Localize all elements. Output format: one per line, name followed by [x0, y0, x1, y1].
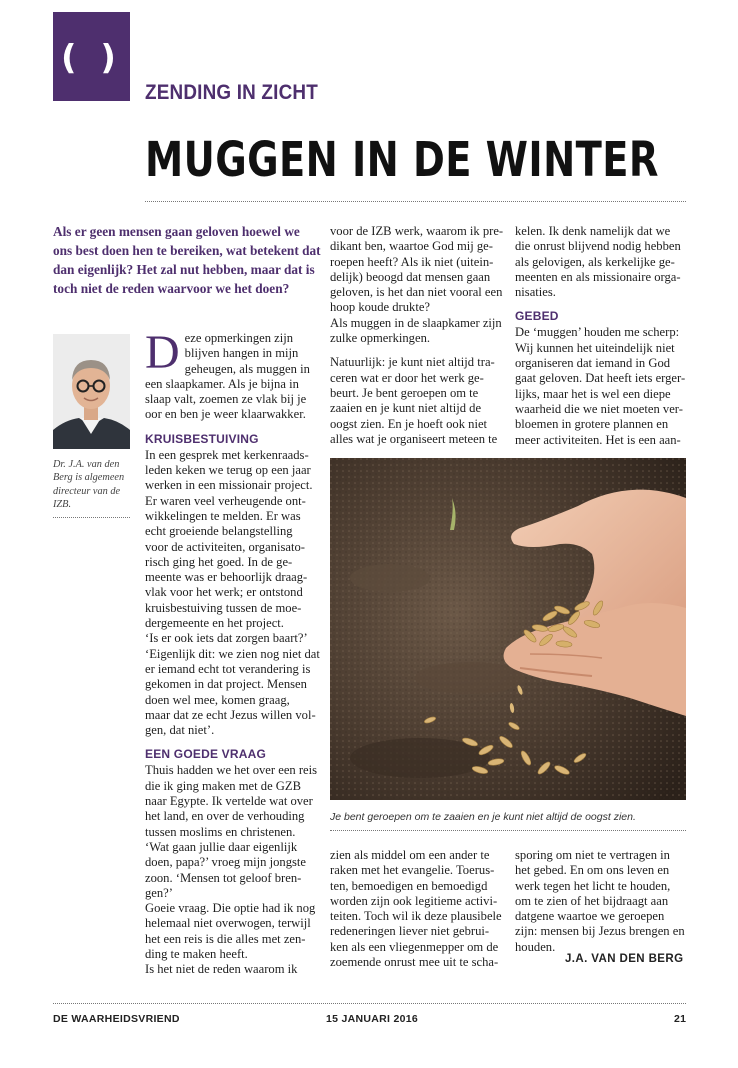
lead-line: eze opmerkingen zijn	[184, 331, 294, 345]
text-line: naar Egypte. Ik vertelde wat over	[145, 794, 313, 809]
article-column-2-top	[330, 224, 505, 447]
text-line: raken met het evangelie. Toerus-	[330, 863, 495, 878]
text-line: gen, dat niet’.	[145, 723, 215, 738]
text-line: het een reis is die alles met zen-	[145, 931, 306, 946]
text-line: risch ging het goed. In de ge-	[145, 554, 293, 569]
lead-line: geheugen, als muggen in	[184, 361, 310, 376]
text-line: worden zijn ook legitieme activi-	[330, 893, 498, 908]
article-column-3-top	[515, 224, 690, 448]
text-line: voor de activiteiten, organisato-	[145, 539, 305, 554]
text-line: beurt. Je bent geroepen om te	[330, 385, 479, 400]
text-line: zulke opmerkingen.	[330, 331, 431, 346]
text-line: maar dat ze echt Jezus willen vol-	[145, 707, 316, 722]
lead-line: blijven hangen in mijn	[184, 346, 299, 361]
subheading-gebed: GEBED	[515, 309, 559, 324]
text-line: Als muggen in de slaapkamer zijn	[330, 315, 502, 330]
text-line: zoemende onrust mee uit te scha-	[330, 955, 499, 970]
parentheses-logo-glyph: ( )	[61, 38, 122, 78]
text-line: ceren wat er door het werk ge-	[330, 370, 484, 385]
text-line: kruisbestuiving tussen de moe-	[145, 600, 302, 615]
text-line: werk tegen het licht te houden,	[515, 878, 671, 893]
text-line: nisaties.	[515, 285, 556, 300]
page-number: 21	[674, 1013, 687, 1025]
text-line: ken als een vliegenmepper om de	[330, 939, 499, 954]
text-line: vlak voor het werk; er ontstond	[145, 585, 303, 600]
text-line: meer activiteiten. Het is een aan-	[515, 432, 681, 447]
article-column-2-bottom	[330, 848, 505, 970]
magazine-logo	[53, 12, 130, 101]
text-line: ‘Eigenlijk dit: we zien nog niet dat	[145, 646, 320, 661]
text-line: Er waren veel verheugende ont-	[145, 493, 306, 508]
text-line: doen, papa?’ vroeg mijn jongste	[145, 855, 306, 870]
article-column-1	[145, 331, 323, 978]
text-line: zoon. ‘Mensen tot geloof bren-	[145, 870, 302, 885]
drop-cap: D	[145, 331, 180, 377]
text-line: teiten. Toch wil ik deze plausibele	[330, 909, 502, 924]
author-photo-caption: Dr. J.A. van den Berg is algemeen directeur van de IZB.	[53, 459, 125, 510]
text-line: tussen moslims en christenen.	[145, 824, 296, 839]
text-line: om te zien of het bijdraagt aan	[515, 893, 669, 908]
author-byline: J.A. VAN DEN BERG	[565, 953, 684, 965]
footer-divider	[53, 1003, 686, 1004]
text-line: Is het niet de reden waarom ik	[145, 962, 298, 977]
text-line: een slaapkamer. Als je bijna in	[145, 376, 299, 391]
text-line: oor en ben je weer klaarwakker.	[145, 407, 306, 422]
text-line: meenten en als missionaire orga-	[515, 269, 681, 284]
text-line: ‘Is er ook iets dat zorgen baart?’	[145, 631, 308, 646]
text-line: wikkelingen te melden. Er was	[145, 508, 301, 523]
text-line: zien als middel om een ander te	[330, 848, 490, 862]
text-line: dikant ben, waartoe God mij ge-	[330, 239, 493, 254]
text-line: Wij kunnen het uiteindelijk niet	[515, 340, 675, 355]
text-line: doen wel mee, komen graag,	[145, 692, 290, 707]
author-photo	[53, 334, 130, 449]
text-line: roepen heeft? Als ik niet (uitein-	[330, 254, 494, 269]
text-line: oogst zien. En je hoeft ook niet	[330, 416, 488, 431]
text-line: voor de IZB werk, waarom ik pre-	[330, 224, 504, 238]
text-line: er iemand echt tot verandering is	[145, 661, 311, 676]
photo-divider	[330, 830, 686, 831]
text-line: sporing om niet te vertragen in	[515, 848, 670, 862]
article-column-3-bottom	[515, 848, 690, 955]
text-line: zijn: mensen bij Jezus brengen en	[515, 924, 685, 939]
text-line: hoop koude drukte?	[330, 300, 431, 315]
footer-date: 15 JANUARI 2016	[326, 1013, 419, 1025]
text-line: als gelovigen, als kerkelijke ge-	[515, 254, 675, 269]
text-line: zaaien en je kunt niet altijd de	[330, 401, 482, 416]
text-line: meente was er behoorlijk draag-	[145, 570, 308, 585]
text-line: ding te maken heeft.	[145, 946, 248, 961]
subheading-een-goede-vraag: EEN GOEDE VRAAG	[145, 747, 267, 762]
article-intro: Als er geen mensen gaan geloven hoewel we ons best doen hen te bereiken, wat betekent dat dan eigenlijk? Het zal nut hebben, maar dat is toch niet de reden waarvoor we het doen?	[53, 224, 321, 296]
text-line: Thuis hadden we het over een reis	[145, 763, 318, 778]
text-line: die onrust blijvend nodig hebben	[515, 239, 681, 254]
text-line: het gebed. En om ons leven en	[515, 863, 670, 878]
section-kicker: ZENDING IN ZICHT	[145, 81, 318, 104]
text-line: In een gesprek met kerkenraads-	[145, 447, 309, 462]
seeds-in-hands-photo	[330, 458, 686, 800]
text-line: bloemen in grotere plannen en	[515, 417, 669, 432]
text-line: helemaal niet overwogen, terwijl	[145, 916, 311, 931]
text-line: ten, bemoedigen en bemoedigd	[330, 878, 488, 893]
text-line: ‘Wat gaan jullie daar eigenlijk	[145, 839, 298, 854]
text-line: datgene waartoe we geroepen	[515, 909, 665, 924]
text-line: slaap valt, zoemen ze vlak bij je	[145, 392, 307, 407]
text-line: gen?’	[145, 885, 173, 900]
text-line: leden keken we terug op een jaar	[145, 463, 311, 478]
text-line: echt groeiende belangstelling	[145, 524, 293, 539]
text-line: alles wat je organiseert meteen te	[330, 431, 498, 446]
text-line: geloven, is het dan niet vooral een	[330, 285, 503, 300]
photo-caption-divider	[53, 517, 130, 518]
text-line: die ik ging maken met de GZB	[145, 778, 301, 793]
text-line: dergemeente en het project.	[145, 616, 284, 631]
text-line: gaat geloven. Dat heeft iets erger-	[515, 371, 686, 386]
subheading-kruisbestuiving: KRUISBESTUIVING	[145, 431, 259, 446]
footer-publication: DE WAARHEIDSVRIEND	[53, 1013, 180, 1025]
text-line: het land, en over de verhouding	[145, 809, 305, 824]
text-line: gekomen in dat project. Mensen	[145, 677, 307, 692]
text-line: waarheid die we niet moeten ver-	[515, 401, 683, 416]
text-line: De ‘muggen’ houden me scherp:	[515, 325, 680, 340]
text-line: werken in een missionair project.	[145, 478, 313, 493]
text-line: organiseren dat iemand in God	[515, 356, 671, 371]
text-line: Goeie vraag. Die optie had ik nog	[145, 901, 316, 916]
text-line: redeneringen liever niet gebrui-	[330, 924, 490, 939]
title-divider	[145, 201, 686, 202]
article-title: MUGGEN IN DE WINTER	[145, 132, 659, 188]
text-line: houden.	[515, 939, 556, 954]
text-line: delijk) beoogd dat mensen gaan	[330, 269, 491, 284]
text-line: kelen. Ik denk namelijk dat we	[515, 224, 671, 238]
text-line: lijks, maar het is wel een diepe	[515, 386, 671, 401]
text-line: Natuurlijk: je kunt niet altijd tra-	[330, 355, 495, 370]
main-photo-caption: Je bent geroepen om te zaaien en je kunt niet altijd de oogst zien.	[330, 811, 636, 823]
